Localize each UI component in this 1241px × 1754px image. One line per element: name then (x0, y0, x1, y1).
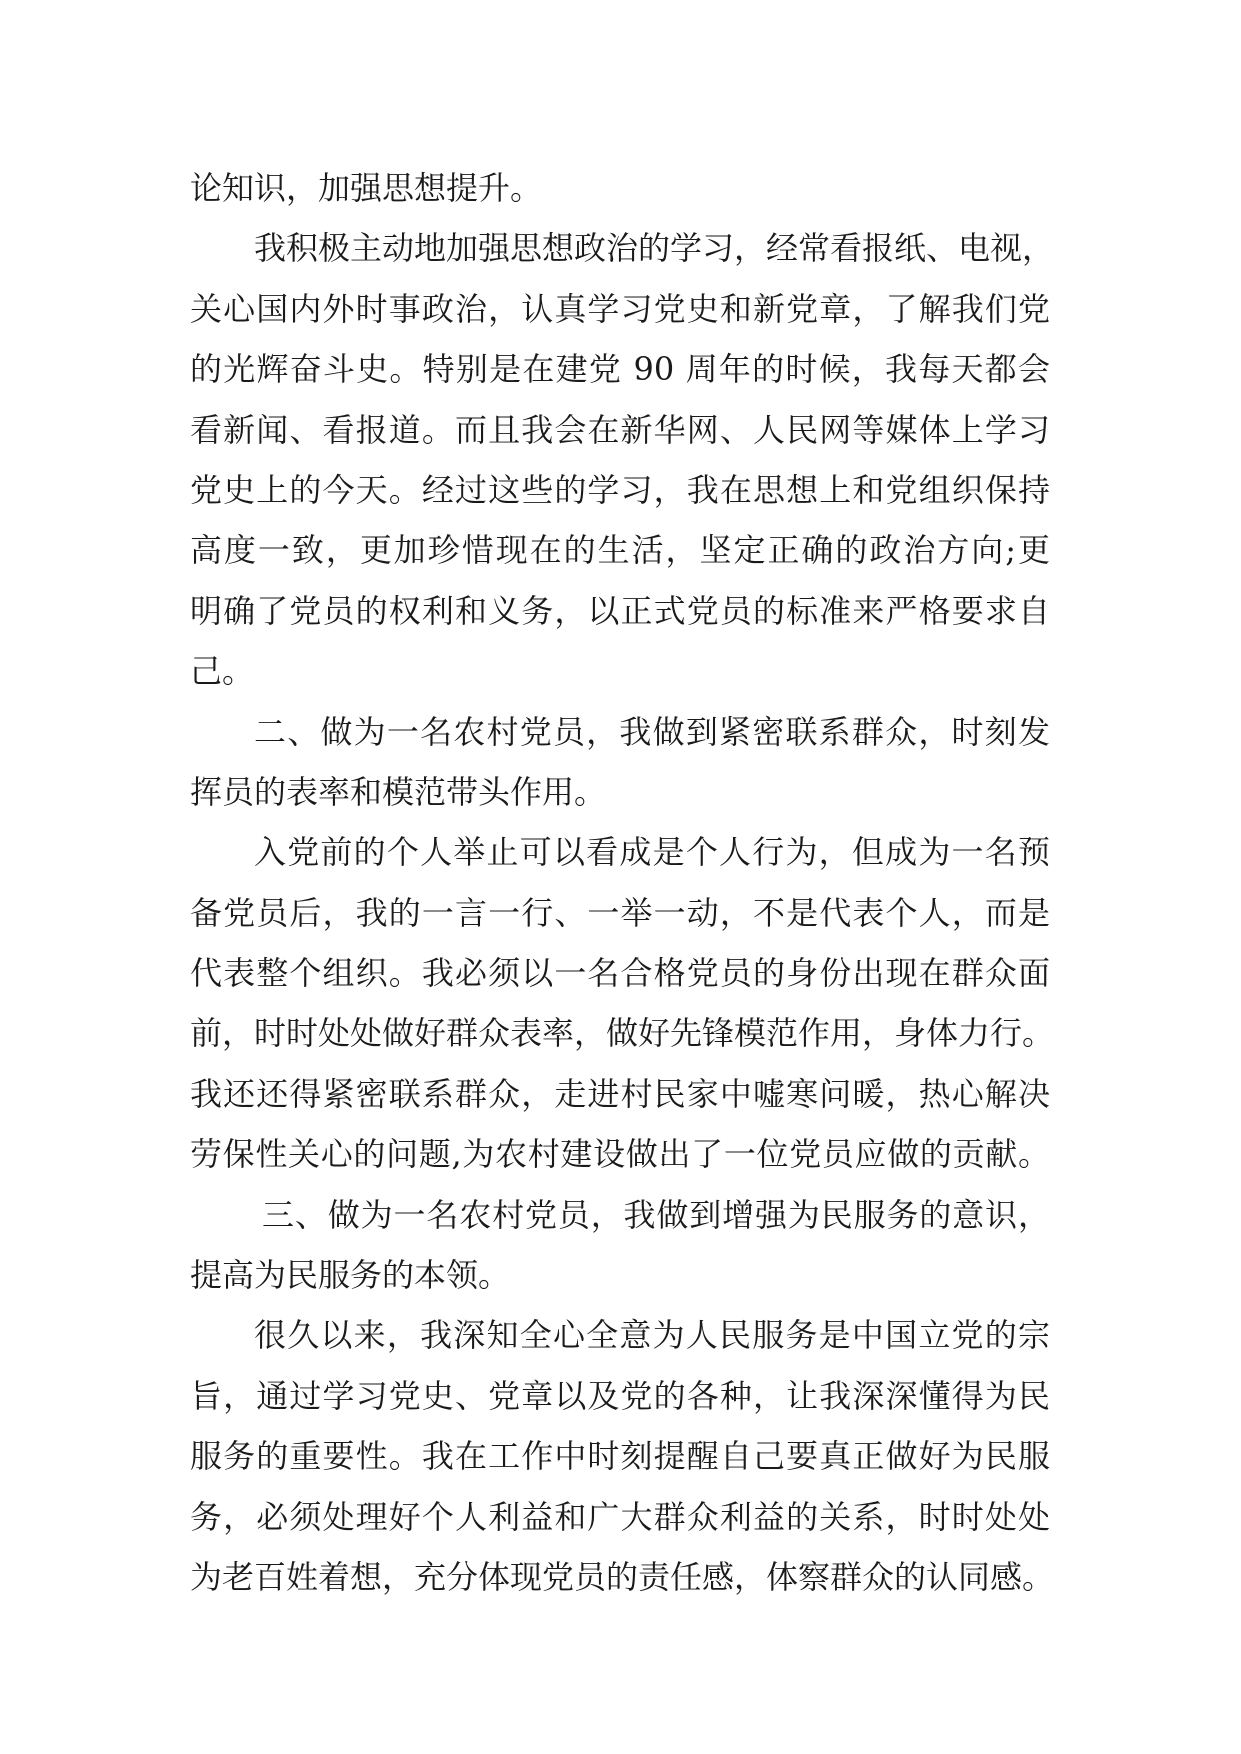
text-line: 服务的重要性。我在工作中时刻提醒自己要真正做好为民服 (190, 1437, 1050, 1476)
text-line: 前，时时处处做好群众表率，做好先锋模范作用，身体力行。 (190, 1014, 1055, 1053)
text-line: 我还还得紧密联系群众，走进村民家中嘘寒问暖，热心解决 (190, 1074, 1050, 1113)
text-line: 高度一致，更加珍惜现在的生活，坚定正确的政治方向;更 (190, 531, 1050, 570)
text-line: 为老百姓着想，充分体现党员的责任感，体察群众的认同感。 (190, 1557, 1055, 1596)
text-line: 关心国内外时事政治，认真学习党史和新党章，了解我们党 (190, 289, 1050, 328)
section-heading-line: 提高为民服务的本领。 (190, 1256, 511, 1295)
text-line: 务，必须处理好个人利益和广大群众利益的关系，时时处处 (190, 1497, 1050, 1536)
section-heading-line: 挥员的表率和模范带头作用。 (190, 772, 607, 811)
text-line: 看新闻、看报道。而且我会在新华网、人民网等媒体上学习 (190, 410, 1050, 449)
text-line: 己。 (190, 652, 255, 691)
text-line: 明确了党员的权利和义务，以正式党员的标准来严格要求自 (190, 591, 1050, 630)
text-line: 劳保性关心的问题,为农村建设做出了一位党员应做的贡献。 (190, 1135, 1050, 1174)
text-line: 旨，通过学习党史、党章以及党的各种，让我深深懂得为民 (190, 1376, 1050, 1415)
section-heading-line: 二、做为一名农村党员，我做到紧密联系群众，时刻发 (254, 712, 1050, 751)
text-line: 入党前的个人举止可以看成是个人行为，但成为一名预 (254, 833, 1050, 872)
text-line: 备党员后，我的一言一行、一举一动，不是代表个人，而是 (190, 893, 1050, 932)
body-text (190, 158, 1055, 1607)
text-line: 很久以来，我深知全心全意为人民服务是中国立党的宗 (254, 1316, 1050, 1355)
section-heading-line: 三、做为一名农村党员，我做到增强为民服务的意识， (262, 1195, 1050, 1234)
text-line: 论知识，加强思想提升。 (190, 169, 543, 207)
text-line: 的光辉奋斗史。特别是在建党 90 周年的时候，我每天都会 (190, 350, 1050, 389)
text-line: 我积极主动地加强思想政治的学习，经常看报纸、电视， (254, 229, 1055, 268)
text-line: 党史上的今天。经过这些的学习，我在思想上和党组织保持 (190, 470, 1050, 509)
text-line: 代表整个组织。我必须以一名合格党员的身份出现在群众面 (190, 954, 1050, 993)
